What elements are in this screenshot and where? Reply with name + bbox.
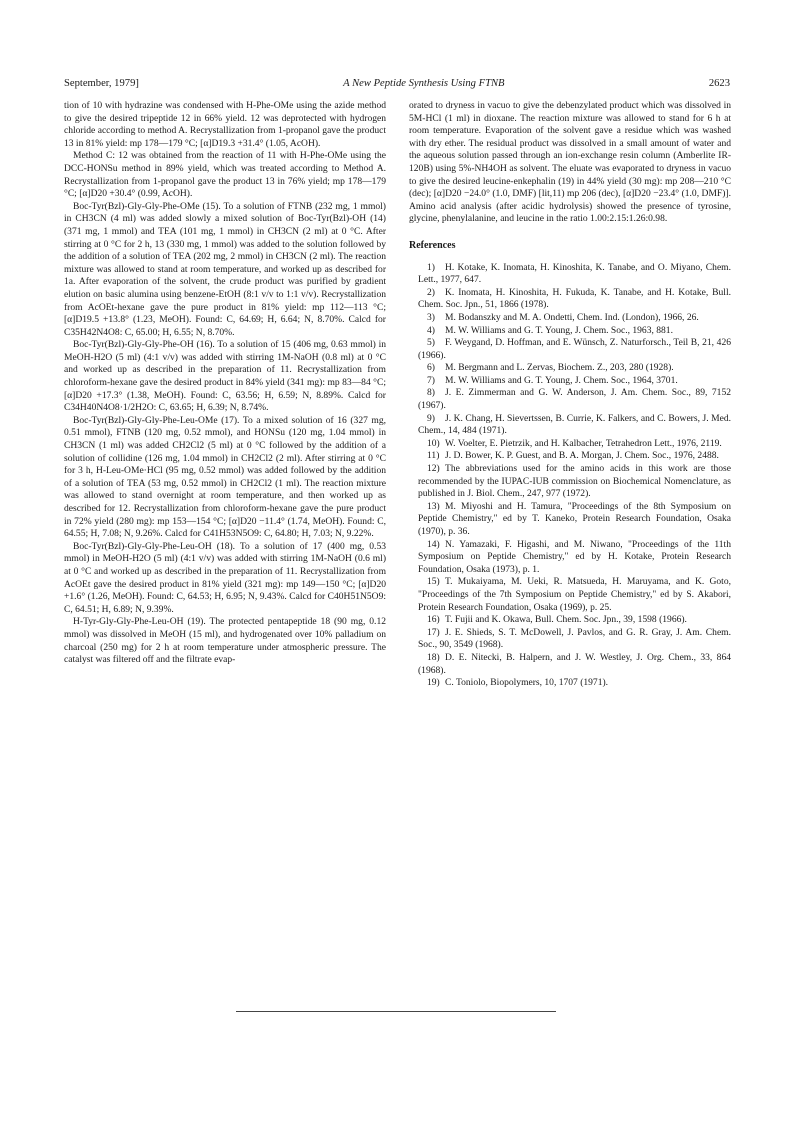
running-header bbox=[64, 78, 730, 94]
reference-item bbox=[409, 463, 731, 501]
reference-number: 16) bbox=[427, 614, 440, 626]
reference-item bbox=[409, 337, 731, 362]
reference-item bbox=[409, 375, 731, 388]
reference-item bbox=[409, 627, 731, 652]
reference-text: J. E. Zimmerman and G. W. Anderson, J. Am. Chem. Soc., 89, 7152 (1967). bbox=[418, 387, 731, 412]
reference-number: 7) bbox=[427, 374, 435, 386]
reference-item bbox=[409, 652, 731, 677]
reference-number: 12) bbox=[427, 463, 440, 475]
header-page-number: 2623 bbox=[708, 78, 730, 89]
reference-item bbox=[409, 677, 731, 690]
reference-number: 8) bbox=[427, 387, 435, 399]
reference-item bbox=[409, 413, 731, 438]
reference-text: M. Miyoshi and H. Tamura, "Proceedings of the 8th Symposium on Peptide Chemistry," ed by T. Kaneko, Protein Research Foundation, Osaka (1970), p. 36. bbox=[418, 500, 731, 537]
reference-number: 3) bbox=[427, 311, 435, 323]
reference-item bbox=[409, 287, 731, 312]
reference-text: T. Mukaiyama, M. Ueki, R. Matsueda, H. Maruyama, and K. Goto, "Proceedings of the 7th Symposium on Peptide Chemistry," ed by S. Akabori, Protein Research Foundation, Osaka (1969), p. 25. bbox=[418, 576, 731, 613]
reference-text: K. Inomata, H. Kinoshita, H. Fukuda, K. Tanabe, and H. Kotake, Bull. Chem. Soc. Jpn., 51, 1866 (1978). bbox=[418, 286, 731, 311]
reference-text: J. K. Chang, H. Sievertssen, B. Currie, K. Falkers, and C. Bowers, J. Med. Chem., 14, 484 (1971). bbox=[418, 412, 731, 437]
header-date: September, 1979] bbox=[64, 78, 139, 89]
references-heading: References bbox=[409, 239, 456, 251]
reference-number: 18) bbox=[427, 651, 440, 663]
body-paragraph: Boc-Tyr(Bzl)-Gly-Gly-Phe-OMe (15). To a solution of FTNB (232 mg, 1 mmol) in CH3CN (4 ml) was added slowly a mixed solution of Boc-Tyr(Bzl)-OH (14) (371 mg, 1 mmol) and TEA (101 mg, 1 mmol) in CH3CN (2 ml) at 0 °C. After stirring at 0 °C for 2 h, 13 (330 mg, 1 mmol) was added to the solution followed by the addition of a solution of TEA (202 mg, 2 mmol) in CH3CN (2 ml). The reaction mixture was allowed to stand at room temperature, and worked up as described for 1a. After evaporation of the solvent, the crude product was purified by gradient elution on basic alumina using benzene-EtOH (8:1 v/v to 1:1 v/v). Recrystallization from AcOEt-hexane gave the pure product in 81% yield: mp 112—113 °C; [α]D19.5 +13.8° (1.23, MeOH). Found: C, 64.69; H, 6.64; N, 8.70%. Calcd for C35H42N4O8: C, 65.00; H, 6.55; N, 8.70%. bbox=[64, 200, 386, 338]
right-column bbox=[409, 100, 731, 690]
reference-item bbox=[409, 450, 731, 463]
reference-number: 6) bbox=[427, 362, 435, 374]
reference-item bbox=[409, 362, 731, 375]
reference-text: M. Bergmann and L. Zervas, Biochem. Z., 203, 280 (1928). bbox=[445, 362, 674, 374]
reference-item bbox=[409, 387, 731, 412]
body-paragraph: tion of 10 with hydrazine was condensed with H-Phe-OMe using the azide method to give the desired tripeptide 12 in 66% yield. 12 was deprotected with hydrogen chloride according to method A. Recrystallization from 1-propanol gave the product 13 in 81% yield: mp 178—179 °C; [α]D19.3 +31.4° (1.05, AcOH). bbox=[64, 100, 386, 149]
reference-item bbox=[409, 501, 731, 539]
references-list bbox=[409, 262, 731, 690]
reference-text: N. Yamazaki, F. Higashi, and M. Niwano, "Proceedings of the 11th Symposium on Peptide Chemistry," ed by H. Kotake, Protein Research Foundation, Osaka (1973), p. 1. bbox=[418, 538, 731, 575]
body-paragraph: Boc-Tyr(Bzl)-Gly-Gly-Phe-Leu-OMe (17). To a mixed solution of 16 (327 mg, 0.51 mmol), FTNB (120 mg, 0.52 mmol), and HONSu (120 mg, 1.04 mmol) in CH3CN (1 ml) was added CH2Cl2 (5 ml) at 0 °C followed by the addition of a solution of collidine (126 mg, 1.04 mmol) in CH2Cl2 (2 ml). After stirring at 0 °C for 3 h, H-Leu-OMe·HCl (95 mg, 0.52 mmol) was added followed by the addition of a solution of TEA (53 mg, 0.52 mmol) in CH2Cl2 (1 ml). The reaction mixture was allowed to stand overnight at room temperature, and then worked up as described for 12. Recrystallization from chloroform-hexane gave the pure product in 72% yield (280 mg): mp 153—154 °C; [α]D20 −11.4° (1.74, MeOH). Found: C, 64.55; H, 7.08; N, 9.26%. Calcd for C41H53N5O9: C, 64.80; H, 7.03; N, 9.22%. bbox=[64, 414, 386, 540]
reference-text: C. Toniolo, Biopolymers, 10, 1707 (1971). bbox=[445, 677, 609, 689]
reference-number: 11) bbox=[427, 450, 440, 462]
reference-text: M. Bodanszky and M. A. Ondetti, Chem. Ind. (London), 1966, 26. bbox=[445, 311, 699, 323]
body-paragraph: Boc-Tyr(Bzl)-Gly-Gly-Phe-Leu-OH (18). To a solution of 17 (400 mg, 0.53 mmol) in MeOH-H2O (5 ml) (4:1 v/v) was added with stirring 1M-NaOH (0.6 ml) at 0 °C and worked up as described in the preparation of 11. Recrystallization from AcOEt gave the desired product in 81% yield (321 mg): mp 149—150 °C; [α]D20 +1.6° (1.26, MeOH). Found: C, 64.53; H, 6.95; N, 9.43%. Calcd for C40H51N5O9: C, 64.51; H, 6.89; N, 9.39%. bbox=[64, 540, 386, 615]
reference-text: M. W. Williams and G. T. Young, J. Chem. Soc., 1964, 3701. bbox=[445, 374, 678, 386]
reference-number: 14) bbox=[427, 538, 440, 550]
reference-number: 13) bbox=[427, 500, 440, 512]
reference-text: T. Fujii and K. Okawa, Bull. Chem. Soc. Jpn., 39, 1598 (1966). bbox=[445, 614, 687, 626]
body-paragraph: orated to dryness in vacuo to give the debenzylated product which was dissolved in 5M-HCl (1 ml) in dioxane. The reaction mixture was allowed to stand for 6 h at room temperature. Evaporation of the solvent gave a residue which was washed with dry ether. The residual product was dissolved in a small amount of water and the aqueous solution passed through an ion-exchange resin column (Amberlite IR-120B) using 5%-NH4OH as solvent. The eluate was evaporated to dryness in vacuo to give the desired leucine-enkephalin (19) in 44% yield (30 mg): mp 208—210 °C (dec); [α]D20 −24.0° (1.0, DMF) [lit,11) mp 206 (dec), [α]D20 −23.4° (1.0, DMF)]. Amino acid analysis (after acidic hydrolysis) showed the presence of tyrosine, glycine, phenylalanine, and leucine in the ratio 1.00:2.15:1.26:0.98. bbox=[409, 100, 731, 225]
reference-number: 4) bbox=[427, 324, 435, 336]
reference-item bbox=[409, 576, 731, 614]
reference-text: M. W. Williams and G. T. Young, J. Chem. Soc., 1963, 881. bbox=[445, 324, 673, 336]
reference-number: 5) bbox=[427, 337, 435, 349]
reference-number: 10) bbox=[427, 437, 440, 449]
reference-item bbox=[409, 539, 731, 577]
reference-number: 19) bbox=[427, 677, 440, 689]
reference-number: 1) bbox=[427, 261, 435, 273]
reference-item bbox=[409, 312, 731, 325]
reference-item bbox=[409, 262, 731, 287]
header-title: A New Peptide Synthesis Using FTNB bbox=[343, 78, 505, 89]
end-of-article-rule bbox=[236, 1011, 556, 1012]
left-column bbox=[64, 100, 386, 667]
reference-number: 9) bbox=[427, 412, 435, 424]
reference-text: J. E. Shieds, S. T. McDowell, J. Pavlos, and G. R. Gray, J. Am. Chem. Soc., 90, 3549 (1968). bbox=[418, 626, 731, 651]
reference-item bbox=[409, 614, 731, 627]
reference-text: D. E. Nitecki, B. Halpern, and J. W. Westley, J. Org. Chem., 33, 864 (1968). bbox=[418, 651, 731, 676]
reference-text: H. Kotake, K. Inomata, H. Kinoshita, K. Tanabe, and O. Miyano, Chem. Lett., 1977, 647. bbox=[418, 261, 731, 286]
reference-number: 2) bbox=[427, 286, 435, 298]
reference-text: J. D. Bower, K. P. Guest, and B. A. Morgan, J. Chem. Soc., 1976, 2488. bbox=[445, 450, 719, 462]
body-paragraph: H-Tyr-Gly-Gly-Phe-Leu-OH (19). The protected pentapeptide 18 (90 mg, 0.12 mmol) was dissolved in MeOH (15 ml), and hydrogenated over 10% palladium on charcoal (250 mg) for 2 h at room temperature under atmospheric pressure. The catalyst was filtered off and the filtrate evap- bbox=[64, 616, 386, 666]
reference-item bbox=[409, 438, 731, 451]
reference-number: 15) bbox=[427, 576, 440, 588]
reference-number: 17) bbox=[427, 626, 440, 638]
reference-text: W. Voelter, E. Pietrzik, and H. Kalbacher, Tetrahedron Lett., 1976, 2119. bbox=[445, 437, 722, 449]
reference-item bbox=[409, 325, 731, 338]
reference-text: The abbreviations used for the amino acids in this work are those recommended by the IUPAC-IUB commission on Biochemical Nomenclature, as published in J. Biol. Chem., 247, 977 (1972). bbox=[418, 463, 731, 500]
body-paragraph: Boc-Tyr(Bzl)-Gly-Gly-Phe-OH (16). To a solution of 15 (406 mg, 0.63 mmol) in MeOH-H2O (5 ml) (4:1 v/v) was added with stirring 1M-NaOH (0.8 ml) at 0 °C and worked up as described in the preparation of 11. Recrystallization from chloroform-hexane gave the desired product in 84% yield (341 mg): mp 83—84 °C; [α]D20 +17.3° (1.38, MeOH). Found: C, 63.56; H, 6.59; N, 8.89%. Calcd for C34H40N4O8·1/2H2O: C, 63.65; H, 6.39; N, 8.74%. bbox=[64, 339, 386, 414]
body-paragraph: Method C: 12 was obtained from the reaction of 11 with H-Phe-OMe using the DCC-HONSu method in 89% yield, which was treated according to Method A. Recrystallization from 1-propanol gave the product 13 in 76% yield; mp 178—179 °C; [α]D20 +30.4° (0.99, AcOH). bbox=[64, 150, 386, 200]
reference-text: F. Weygand, D. Hoffman, and E. Wünsch, Z. Naturforsch., Teil B, 21, 426 (1966). bbox=[418, 337, 731, 361]
